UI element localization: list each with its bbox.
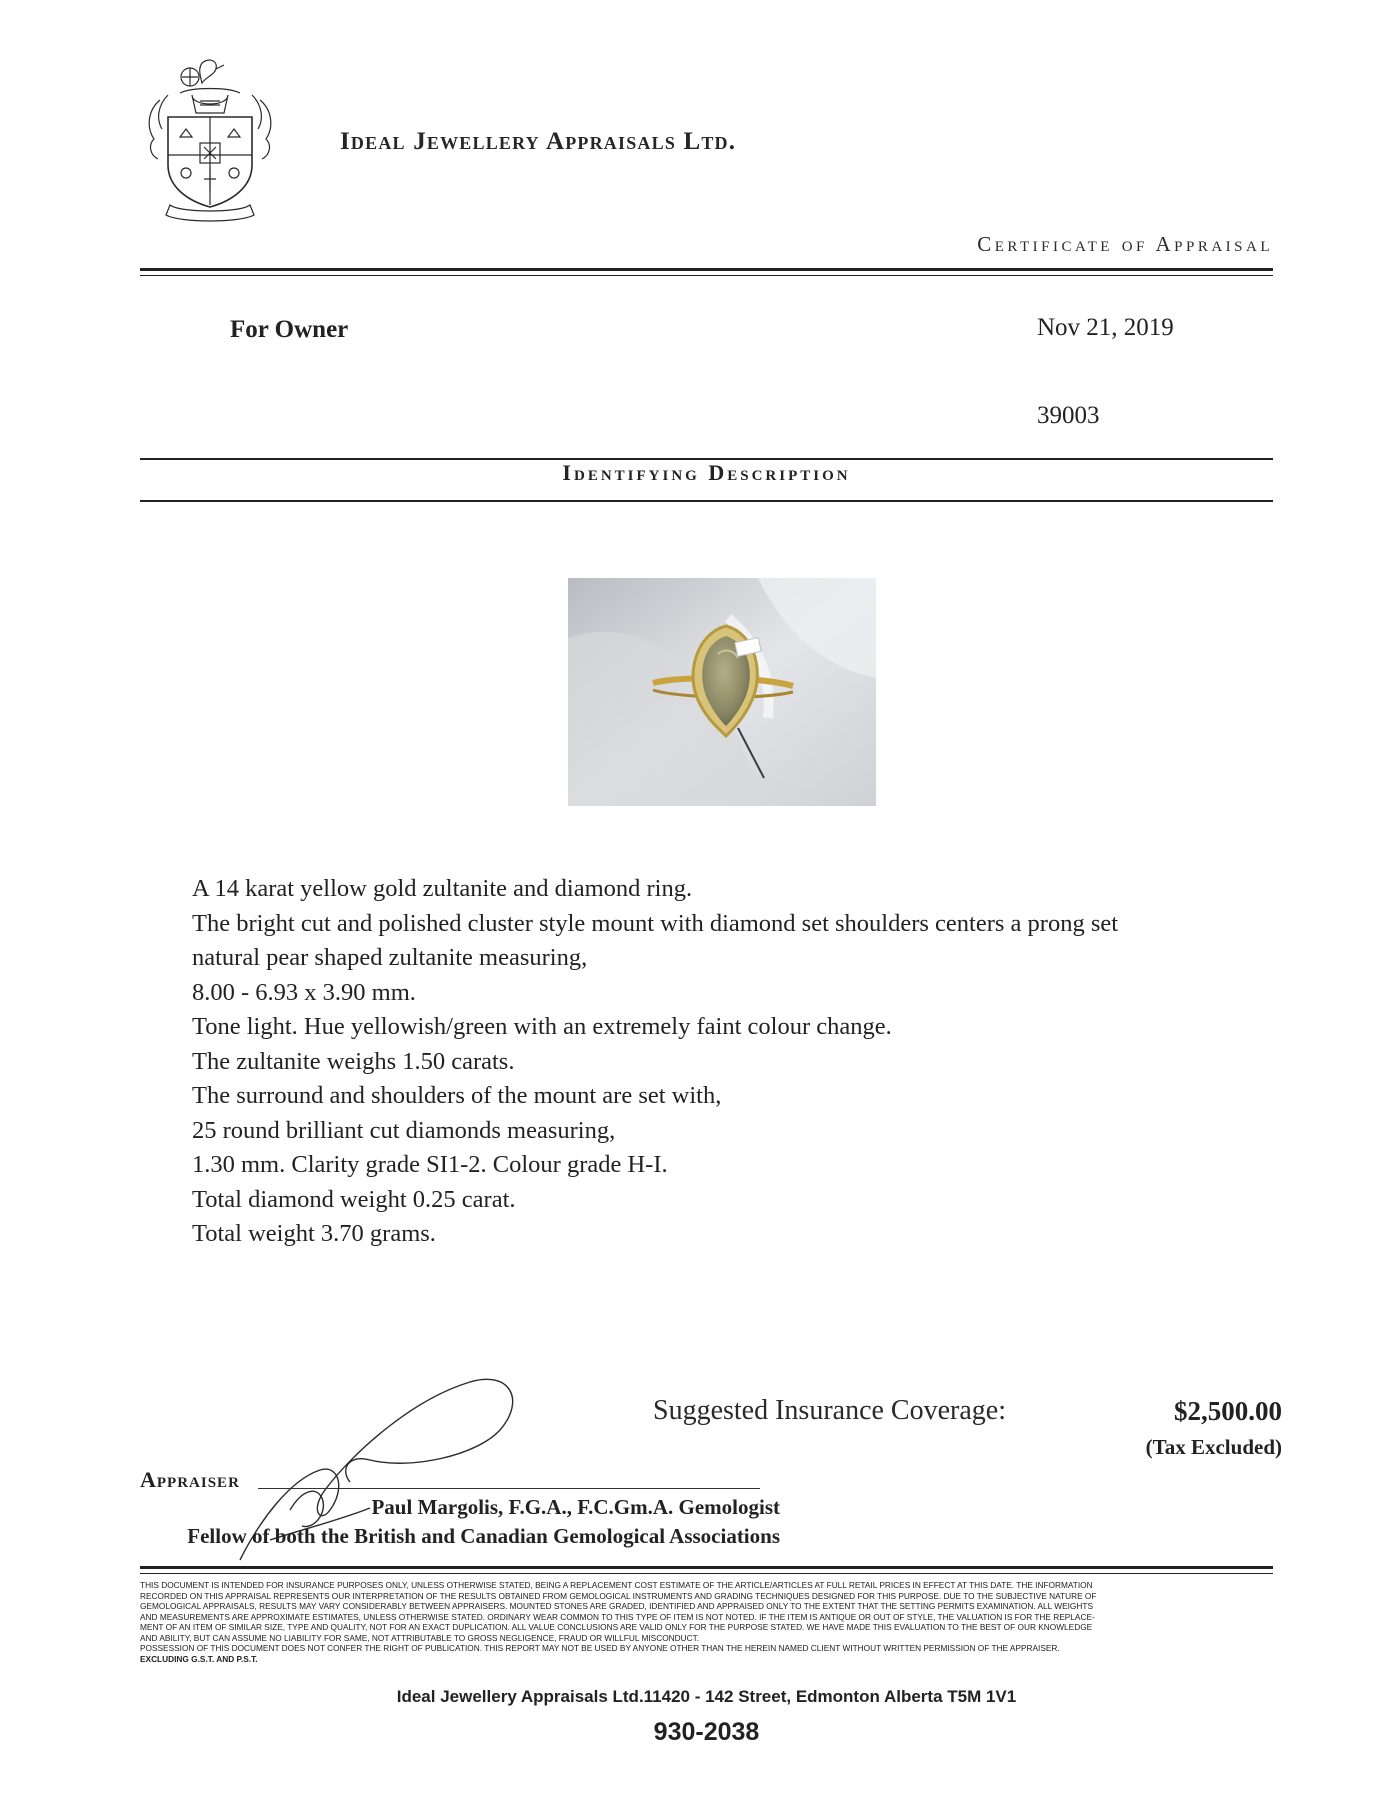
appraisal-date: Nov 21, 2019 — [1037, 314, 1174, 341]
disclaimer — [140, 1580, 1280, 1664]
description-line: The zultanite weighs 1.50 carats. — [192, 1047, 515, 1075]
appraiser-affiliation: Fellow of both the British and Canadian Gemological Associations — [187, 1524, 780, 1548]
company-name: Ideal Jewellery Appraisals Ltd. — [340, 128, 737, 155]
insurance-value: $2,500.00 — [1174, 1396, 1282, 1426]
ring-photo — [568, 578, 876, 806]
appraiser-label: Appraiser — [140, 1467, 240, 1492]
disclaimer-line: POSSESSION OF THIS DOCUMENT DOES NOT CONFER THE RIGHT OF PUBLICATION. THIS REPORT MAY NOT BE USED BY ANYONE OTHER THAN THE HEREIN NAMED CLIENT WITHOUT WRITTEN PERMISSION OF THE APPRAISER. — [140, 1643, 1060, 1653]
description-line: Total diamond weight 0.25 carat. — [192, 1185, 516, 1213]
disclaimer-line: RECORDED ON THIS APPRAISAL REPRESENTS OUR INTERPRETATION OF THE RESULTS OBTAINED FROM GEMOLOGICAL INSTRUMENTS AND GRADING TECHNIQUES DESIGNED FOR THIS PURPOSE. DUE TO THE SUBJECTIVE NATURE OF — [140, 1590, 1097, 1601]
description-line: The bright cut and polished cluster style mount with diamond set shoulders centers a prong set — [192, 909, 1119, 937]
description-line: 8.00 - 6.93 x 3.90 mm. — [192, 978, 416, 1006]
section-rule-bottom — [140, 500, 1273, 502]
appraiser-name: Paul Margolis, F.G.A., F.C.Gm.A. Gemologist — [371, 1495, 780, 1519]
tax-note: (Tax Excluded) — [1145, 1435, 1282, 1459]
description-line: The surround and shoulders of the mount are set with, — [192, 1082, 722, 1109]
description-line: Tone light. Hue yellowish/green with an extremely faint colour change. — [192, 1013, 892, 1040]
description-line: Total weight 3.70 grams. — [192, 1220, 436, 1247]
disclaimer-line: GEMOLOGICAL APPRAISALS, RESULTS MAY VARY CONSIDERABLY BETWEEN APPRAISERS. MOUNTED STONES ARE GRADED, IDENTIFIED AND APPRAISED ONLY TO THE EXTENT THAT THE SETTING PERMITS EXAMINATION. ALL WEIGHTS — [140, 1601, 1093, 1611]
item-description — [192, 872, 1252, 1252]
section-title: Identifying Description — [562, 460, 851, 485]
footer-rule-thick — [140, 1566, 1273, 1569]
description-line: natural pear shaped zultanite measuring, — [192, 944, 588, 971]
signature-line — [258, 1488, 760, 1489]
appraisal-number: 39003 — [1037, 402, 1100, 429]
footer-address: Ideal Jewellery Appraisals Ltd.11420 - 142 Street, Edmonton Alberta T5M 1V1 — [396, 1687, 1017, 1706]
header-rule-thick — [140, 268, 1273, 271]
document-title: Certificate of Appraisal — [977, 232, 1273, 256]
footer-rule-thin — [140, 1573, 1273, 1574]
description-line: 1.30 mm. Clarity grade SI1-2. Colour grade H-I. — [192, 1151, 668, 1178]
insurance-label: Suggested Insurance Coverage: — [653, 1395, 1006, 1426]
coat-of-arms-logo — [140, 55, 280, 225]
header-rule-thin — [140, 275, 1273, 276]
footer-phone: 930-2038 — [653, 1718, 760, 1746]
description-line: A 14 karat yellow gold zultanite and diamond ring. — [192, 875, 693, 902]
owner-label: For Owner — [230, 316, 349, 343]
disclaimer-line: AND ABILITY, BUT CAN ASSUME NO LIABILITY FOR SAME, NOT ATTRIBUTABLE TO GROSS NEGLIGENCE, FRAUD OR WILLFUL MISCONDUCT. — [140, 1632, 700, 1643]
disclaimer-line: THIS DOCUMENT IS INTENDED FOR INSURANCE PURPOSES ONLY, UNLESS OTHERWISE STATED, BEING A REPLACEMENT COST ESTIMATE OF THE ARTICLE/ARTICLES AT FULL RETAIL PRICES IN EFFECT AT THIS DATE. THE INFORMATION — [140, 1580, 1093, 1590]
disclaimer-line: EXCLUDING G.S.T. AND P.S.T. — [140, 1653, 258, 1664]
disclaimer-line: AND MEASUREMENTS ARE APPROXIMATE ESTIMATES, UNLESS OTHERWISE STATED. ORDINARY WEAR COMMON TO THIS TYPE OF ITEM IS NOT NOTED. IF THE ITEM IS ANTIQUE OR OUT OF STYLE, THE VALUATION IS FOR THE REPLACE- — [140, 1611, 1095, 1622]
disclaimer-line: MENT OF AN ITEM OF SIMILAR SIZE, TYPE AND QUALITY, NOT FOR AN EXACT DUPLICATION. ALL VALUE CONCLUSIONS ARE VALID ONLY FOR THE PURPOSE STATED. WE HAVE MADE THIS EVALUATION TO THE BEST OF OUR KNOWLEDGE — [140, 1622, 1093, 1632]
description-line: 25 round brilliant cut diamonds measuring, — [192, 1116, 616, 1144]
